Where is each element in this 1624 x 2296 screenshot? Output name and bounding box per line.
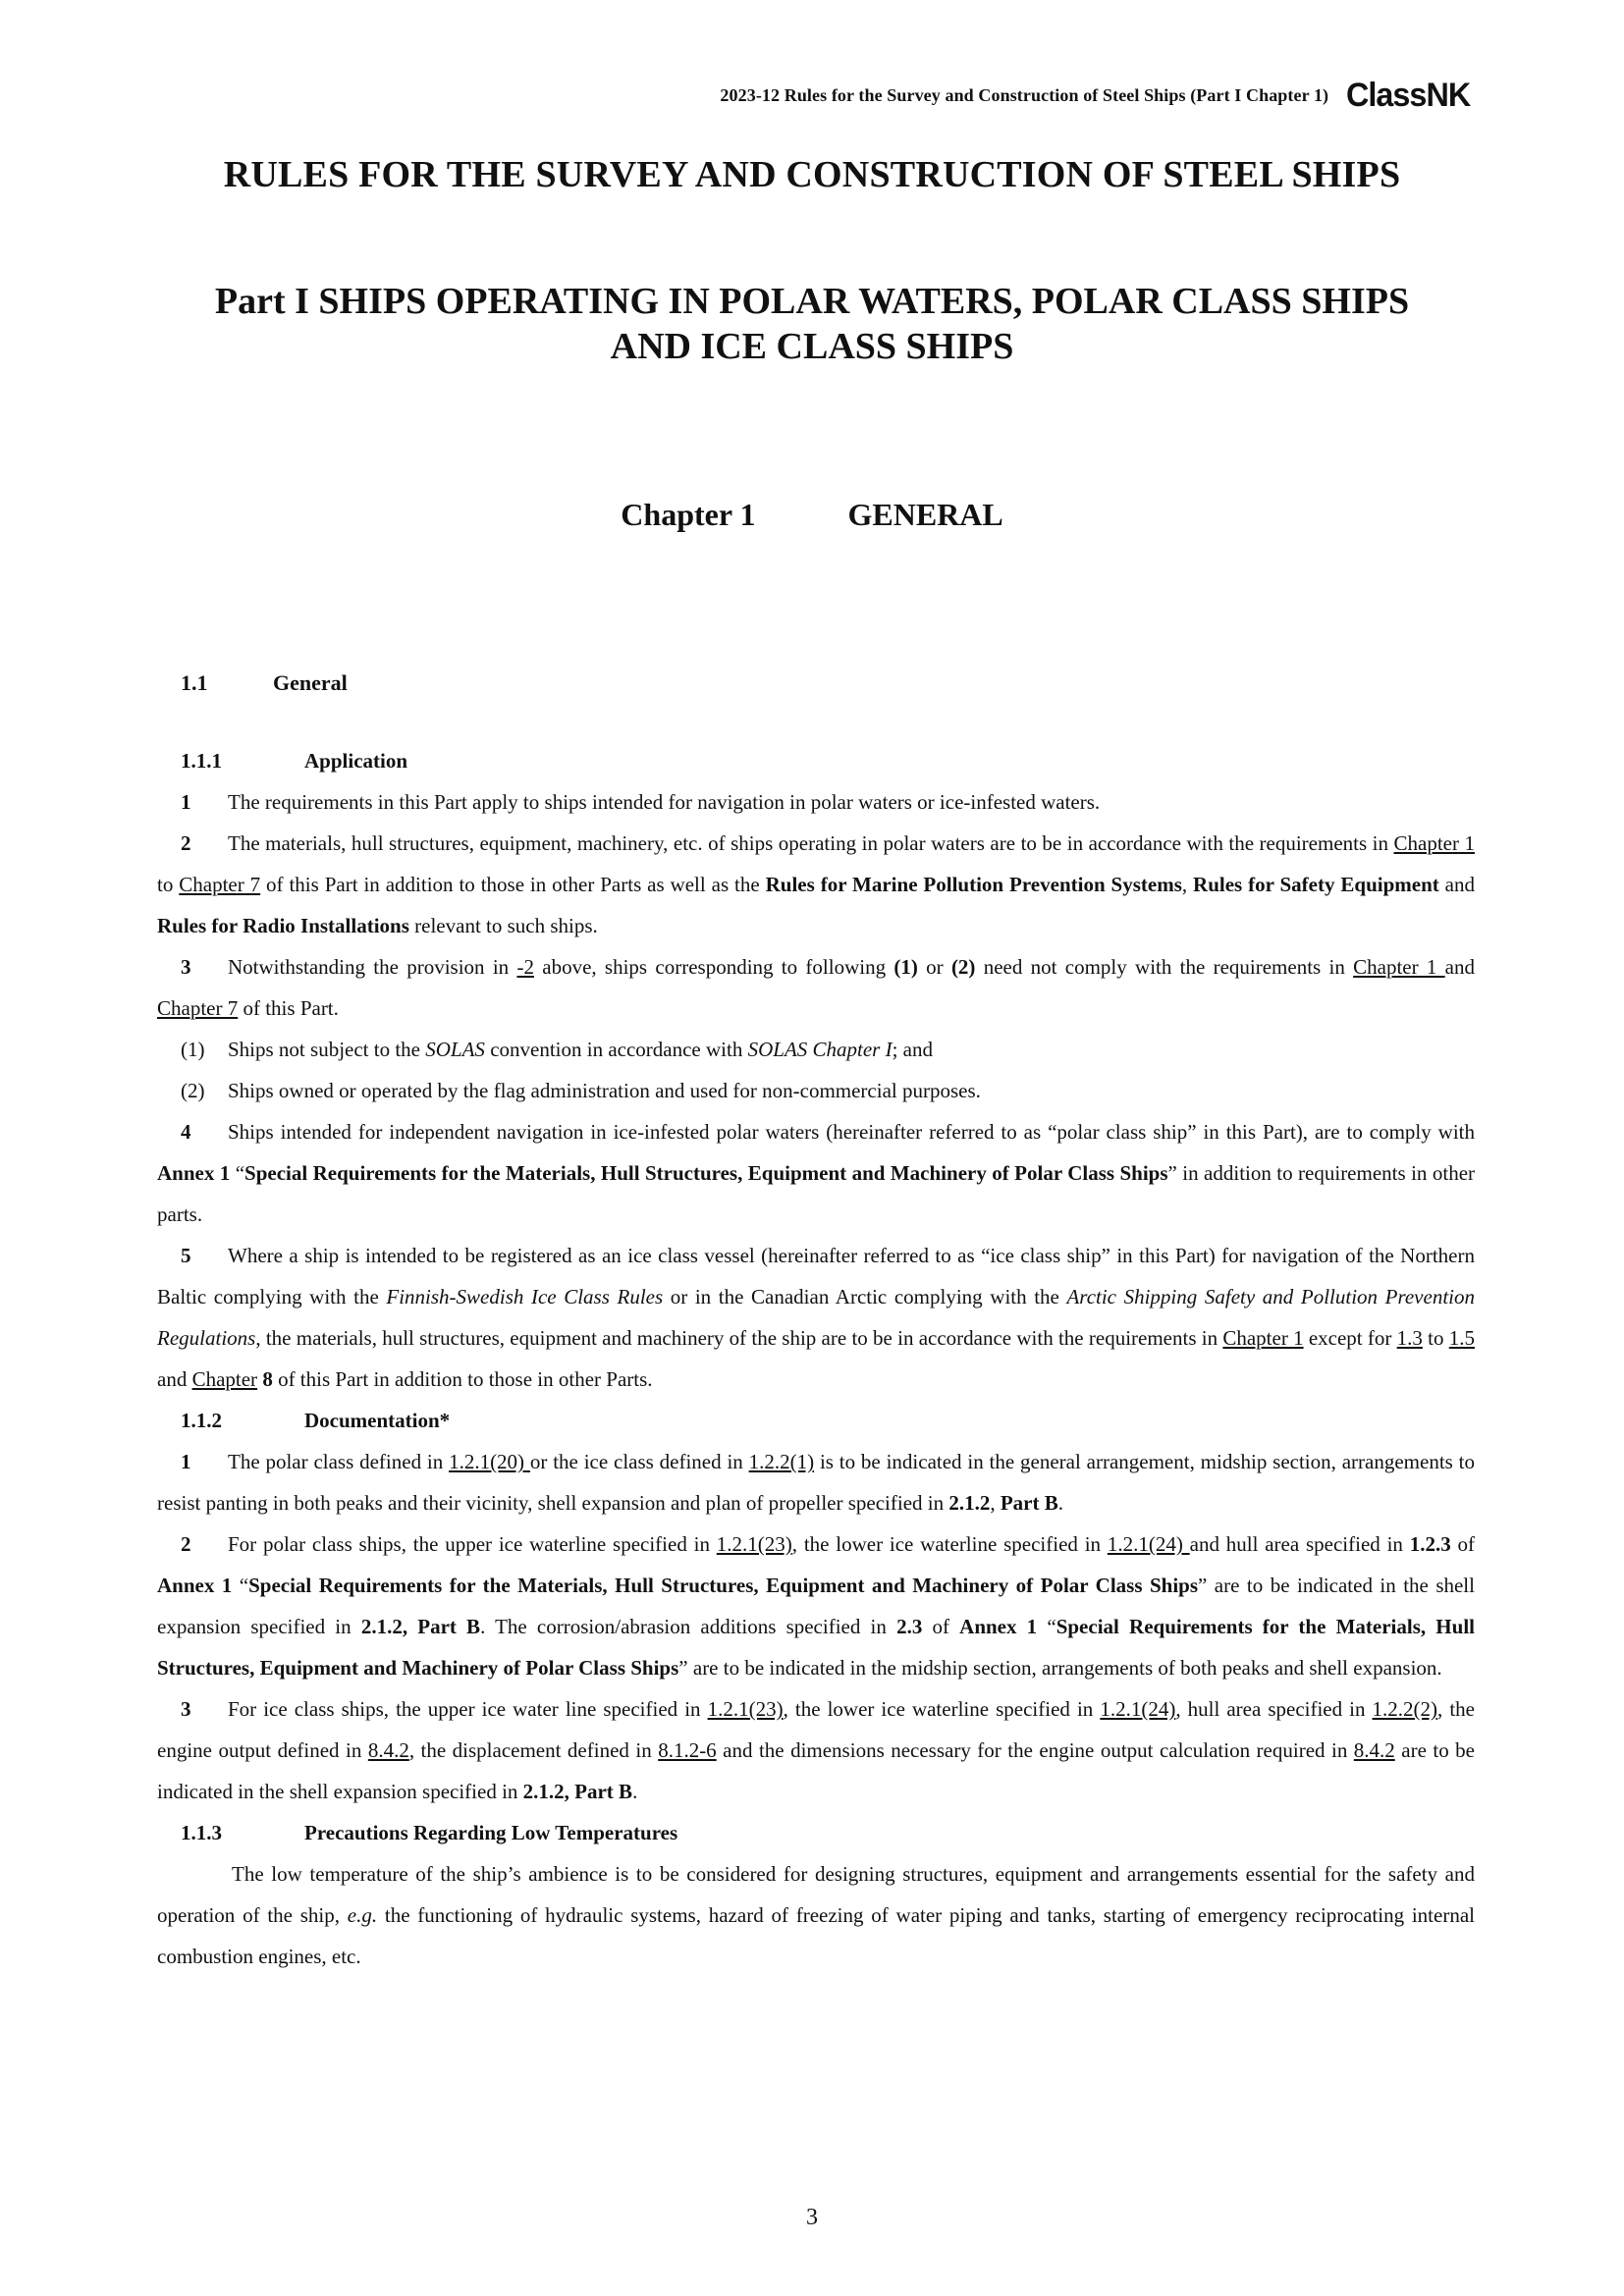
text-run: The materials, hull structures, equipment, machinery, etc. of ships operating in polar waters are to be in accordance with the requirements in bbox=[228, 831, 1394, 855]
bold-reference: Annex 1 bbox=[959, 1615, 1038, 1638]
subsection-heading bbox=[157, 740, 1475, 781]
text-run: Ships not subject to the bbox=[228, 1038, 426, 1061]
text-run: or the ice class defined in bbox=[529, 1450, 749, 1473]
italic-term: Finnish-Swedish Ice Class Rules bbox=[386, 1285, 664, 1308]
bold-reference: Annex 1 bbox=[157, 1161, 231, 1185]
paragraph-2 bbox=[157, 823, 1475, 946]
text-run: ” are to be indicated in the midship section, arrangements of both peaks and shell expansion. bbox=[678, 1656, 1442, 1680]
paragraph-1 bbox=[157, 1441, 1475, 1523]
paragraph-3 bbox=[157, 1688, 1475, 1812]
text-run: The polar class defined in bbox=[228, 1450, 450, 1473]
subsection-number: 1.1.3 bbox=[181, 1821, 222, 1844]
cross-reference-link[interactable]: 1.2.1(24) bbox=[1100, 1697, 1176, 1721]
paragraph-1 bbox=[157, 781, 1475, 823]
cross-reference-link[interactable]: 1.2.2(2) bbox=[1372, 1697, 1438, 1721]
bold-reference: Annex 1 bbox=[157, 1574, 233, 1597]
text-run: Ships intended for independent navigation in ice-infested polar waters (hereinafter referred to as “polar class ship” in this Part), are to comply with bbox=[228, 1120, 1475, 1144]
subsection-heading bbox=[157, 1400, 1475, 1441]
text-run: or in the Canadian Arctic complying with the bbox=[663, 1285, 1067, 1308]
text-run: , the engine output defined in bbox=[157, 1697, 1475, 1762]
text-run: For polar class ships, the upper ice waterline specified in bbox=[228, 1532, 717, 1556]
text-run: , the lower ice waterline specified in bbox=[791, 1532, 1108, 1556]
bold-reference: Special Requirements for the Materials, Hull Structures, Equipment and Machinery of Polar Class Ships bbox=[157, 1615, 1475, 1680]
text-run: and bbox=[1438, 873, 1475, 896]
text-run: ” in addition to requirements in other parts. bbox=[157, 1161, 1476, 1226]
bold-reference: Rules for Marine Pollution Prevention Systems bbox=[765, 873, 1182, 896]
text-run: of this Part. bbox=[238, 996, 339, 1020]
text-run: and hull area specified in bbox=[1189, 1532, 1410, 1556]
text-run: of bbox=[1450, 1532, 1476, 1556]
cross-reference-link[interactable]: 1.2.1(20) bbox=[449, 1450, 530, 1473]
chapter-1-link[interactable]: Chapter 1 bbox=[1393, 831, 1475, 855]
text-run: , the materials, hull structures, equipment and machinery of the ship are to be in accordance with the requirements in bbox=[255, 1326, 1223, 1350]
cross-reference-link[interactable]: 1.2.2(1) bbox=[748, 1450, 815, 1473]
text-run: of bbox=[922, 1615, 960, 1638]
page-number: 3 bbox=[806, 2205, 818, 2230]
subsection-title: Application bbox=[304, 749, 408, 773]
text-run: need not comply with the requirements in bbox=[975, 955, 1354, 979]
text-run: “ bbox=[230, 1161, 245, 1185]
classnk-logo: ClassNK bbox=[1346, 77, 1471, 114]
subsection-title: Precautions Regarding Low Temperatures bbox=[304, 1821, 678, 1844]
running-header bbox=[720, 77, 1477, 115]
bold-reference: 2.1.2, Part B bbox=[522, 1780, 633, 1803]
text-run: and bbox=[157, 1367, 192, 1391]
italic-term: SOLAS bbox=[425, 1038, 485, 1061]
chapter-8-link[interactable]: Chapter bbox=[191, 1367, 258, 1391]
paragraph-number: 2 bbox=[181, 831, 191, 855]
chapter-1-link[interactable]: Chapter 1 bbox=[1353, 955, 1445, 979]
section-title: General bbox=[273, 670, 348, 695]
text-run: . bbox=[1057, 1491, 1064, 1515]
text-run: Ships owned or operated by the flag administration and used for non-commercial purposes. bbox=[228, 1079, 981, 1102]
list-item-2 bbox=[157, 1070, 1475, 1111]
text-run: For ice class ships, the upper ice water line specified in bbox=[228, 1697, 708, 1721]
section-heading-1-1 bbox=[181, 670, 348, 696]
text-run: , bbox=[990, 1491, 1001, 1515]
chapter-title bbox=[0, 497, 1624, 533]
paragraph-5 bbox=[157, 1235, 1475, 1400]
text-run: above, ships corresponding to following bbox=[533, 955, 894, 979]
cross-reference-link[interactable]: 8.4.2 bbox=[367, 1738, 409, 1762]
subsection-title: Documentation* bbox=[304, 1409, 451, 1432]
text-run: to bbox=[157, 873, 180, 896]
text-run: . The corrosion/abrasion additions specified in bbox=[480, 1615, 897, 1638]
text-run: or bbox=[917, 955, 951, 979]
text-run: of this Part in addition to those in other Parts as well as the bbox=[260, 873, 766, 896]
chapter-number: Chapter 1 bbox=[621, 497, 756, 532]
text-run: , hull area specified in bbox=[1175, 1697, 1373, 1721]
paragraph-2 bbox=[157, 1523, 1475, 1688]
bold-reference: 2.3 bbox=[896, 1615, 923, 1638]
text-run: . bbox=[632, 1780, 638, 1803]
italic-term: SOLAS Chapter I bbox=[747, 1038, 893, 1061]
text-run: are to be indicated in the shell expansion specified in bbox=[157, 1738, 1475, 1803]
text-run: the functioning of hydraulic systems, hazard of freezing of water piping and tanks, starting of emergency reciprocating internal combustion engines, etc. bbox=[157, 1903, 1475, 1968]
bold-reference: (2) bbox=[950, 955, 976, 979]
text-run: except for bbox=[1303, 1326, 1397, 1350]
paragraph-number: 4 bbox=[181, 1120, 191, 1144]
paragraph-number: 3 bbox=[181, 955, 191, 979]
paragraph-4 bbox=[157, 1111, 1475, 1235]
paragraph-number: 2 bbox=[181, 1532, 191, 1556]
cross-reference-link[interactable]: 1.5 bbox=[1448, 1326, 1475, 1350]
list-item-1 bbox=[157, 1029, 1475, 1070]
subsection-heading bbox=[157, 1812, 1475, 1853]
cross-reference-link[interactable]: 1.2.1(23) bbox=[716, 1532, 792, 1556]
paragraph-number: 1 bbox=[181, 790, 191, 814]
cross-reference-link[interactable]: 1.3 bbox=[1396, 1326, 1423, 1350]
text-run: Notwithstanding the provision in bbox=[228, 955, 517, 979]
text-run: The low temperature of the ship’s ambience is to be considered for designing structures, equipment and arrangements essential for the safety and operation of the ship, bbox=[157, 1862, 1475, 1927]
italic-term: Arctic Shipping Safety and Pollution Prevention Regulations bbox=[157, 1285, 1475, 1350]
text-run: and the dimensions necessary for the engine output calculation required in bbox=[716, 1738, 1354, 1762]
text-run: convention in accordance with bbox=[484, 1038, 748, 1061]
text-run: Where a ship is intended to be registered as an ice class vessel (hereinafter referred to as “ice class ship” in this Part) for navigation of the Northern Baltic complying with the bbox=[157, 1244, 1475, 1308]
paragraph-number: 1 bbox=[181, 1450, 191, 1473]
part-title-line-1: Part I SHIPS OPERATING IN POLAR WATERS, POLAR CLASS SHIPS bbox=[214, 281, 1410, 322]
bold-reference: Special Requirements for the Materials, Hull Structures, Equipment and Machinery of Polar Class Ships bbox=[248, 1574, 1199, 1597]
text-run: “ bbox=[232, 1574, 249, 1597]
running-title: 2023-12 Rules for the Survey and Construction of Steel Ships (Part I Chapter 1) bbox=[720, 85, 1329, 105]
subsection-number: 1.1.2 bbox=[181, 1409, 222, 1432]
paragraph-number: 3 bbox=[181, 1697, 191, 1721]
text-run: , the displacement defined in bbox=[408, 1738, 659, 1762]
text-run: is to be indicated in the general arrangement, midship section, arrangements to resist panting in both peaks and their vicinity, shell expansion and plan of propeller specified in bbox=[157, 1450, 1475, 1515]
paragraph-unnumbered bbox=[157, 1853, 1475, 1977]
part-title-line-2: AND ICE CLASS SHIPS bbox=[610, 326, 1014, 367]
rules-title: RULES FOR THE SURVEY AND CONSTRUCTION OF STEEL SHIPS bbox=[223, 154, 1401, 195]
section-number: 1.1 bbox=[181, 670, 208, 695]
italic-term: e.g. bbox=[347, 1903, 378, 1927]
text-run: ; and bbox=[892, 1038, 933, 1061]
bold-reference: 1.2.3 bbox=[1409, 1532, 1451, 1556]
text-run: of this Part in addition to those in other Parts. bbox=[272, 1367, 653, 1391]
subsection-number: 1.1.1 bbox=[181, 749, 222, 773]
cross-reference-link[interactable]: 1.2.1(23) bbox=[707, 1697, 784, 1721]
chapter-7-link[interactable]: Chapter 7 bbox=[157, 996, 239, 1020]
part-title bbox=[0, 279, 1624, 369]
cross-reference-link[interactable]: 1.2.1(24) bbox=[1107, 1532, 1190, 1556]
list-item-number: (1) bbox=[181, 1038, 205, 1061]
text-run: relevant to such ships. bbox=[408, 914, 598, 937]
cross-reference-link[interactable]: -2 bbox=[516, 955, 534, 979]
text-run: “ bbox=[1037, 1615, 1056, 1638]
text-run: ” are to be indicated in the shell expansion specified in bbox=[157, 1574, 1475, 1638]
bold-reference: 8 bbox=[262, 1367, 273, 1391]
chapter-1-link[interactable]: Chapter 1 bbox=[1222, 1326, 1304, 1350]
list-item-number: (2) bbox=[181, 1079, 205, 1102]
chapter-7-link[interactable]: Chapter 7 bbox=[179, 873, 261, 896]
cross-reference-link[interactable]: 8.1.2-6 bbox=[658, 1738, 717, 1762]
bold-reference: Special Requirements for the Materials, Hull Structures, Equipment and Machinery of Polar Class Ships bbox=[244, 1161, 1168, 1185]
chapter-name: GENERAL bbox=[847, 497, 1003, 532]
text-run: , bbox=[1181, 873, 1194, 896]
text-run: and bbox=[1444, 955, 1475, 979]
bold-reference: 2.1.2, Part B bbox=[360, 1615, 481, 1638]
paragraph-3 bbox=[157, 946, 1475, 1029]
bold-reference: Part B bbox=[1000, 1491, 1058, 1515]
paragraph-text: The requirements in this Part apply to ships intended for navigation in polar waters or ice-infested waters. bbox=[228, 790, 1101, 814]
bold-reference: (1) bbox=[893, 955, 918, 979]
subsection-1-1-1 bbox=[157, 740, 1475, 1977]
text-run: , the lower ice waterline specified in bbox=[783, 1697, 1101, 1721]
text-run: to bbox=[1422, 1326, 1449, 1350]
paragraph-number: 5 bbox=[181, 1244, 191, 1267]
cross-reference-link[interactable]: 8.4.2 bbox=[1353, 1738, 1395, 1762]
bold-reference: 2.1.2 bbox=[948, 1491, 991, 1515]
bold-reference: Rules for Safety Equipment bbox=[1193, 873, 1439, 896]
bold-reference: Rules for Radio Installations bbox=[157, 914, 409, 937]
